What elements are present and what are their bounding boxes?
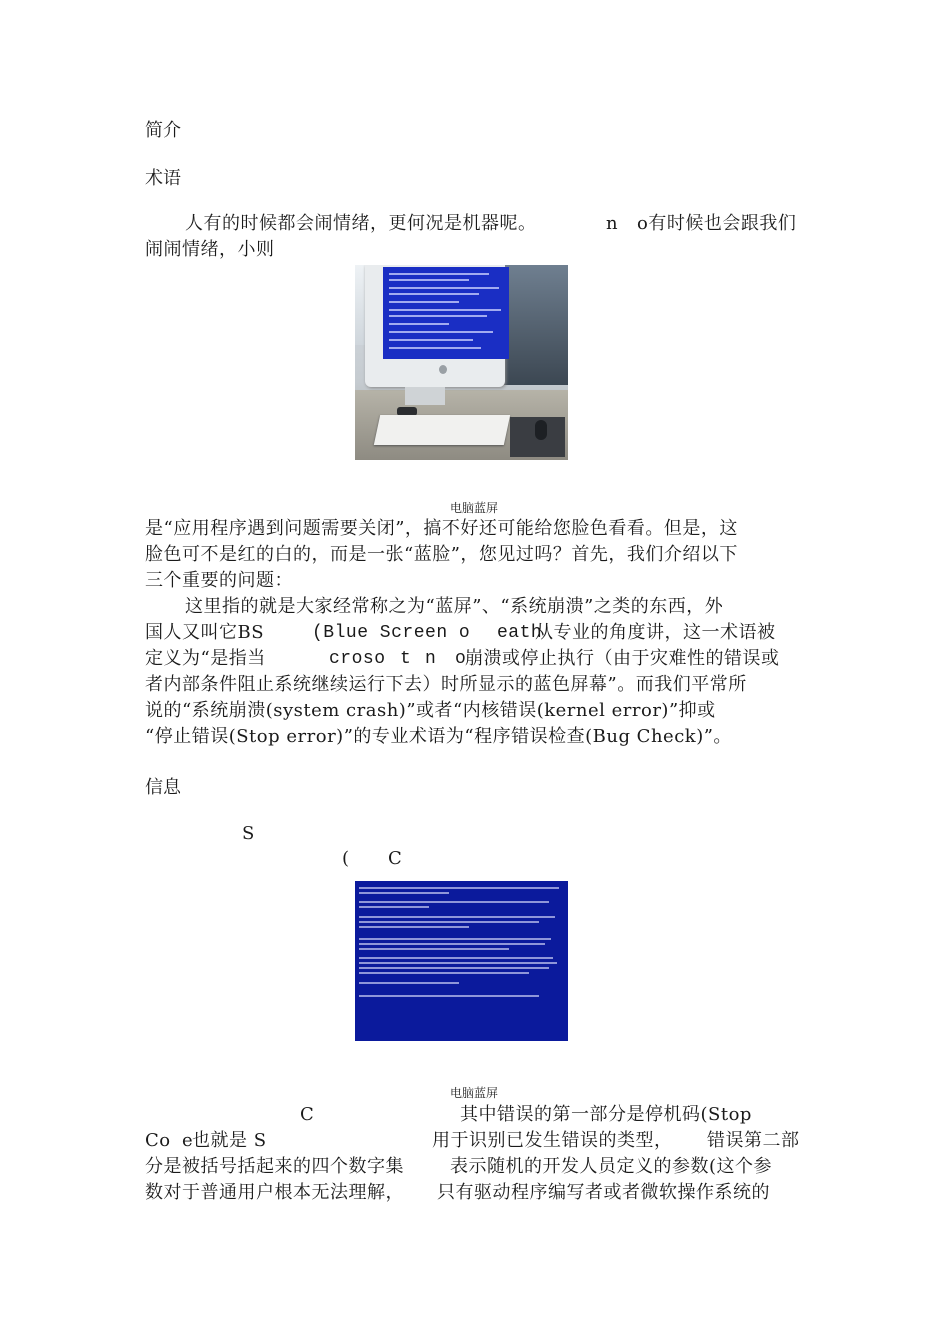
para3-line3f: 崩溃或停止执行（由于灾难性的错误或 xyxy=(465,648,780,669)
para3-line6: “停止错误(Stop error)”的专业术语为“程序错误检查(Bug Check)”。 xyxy=(145,726,732,747)
para2-line3: 三个重要的问题： xyxy=(145,570,293,591)
para3-line2a: 国人又叫它BS xyxy=(145,622,265,643)
figure2-caption: 电脑蓝屏 xyxy=(450,1086,499,1100)
para1-line1c: o有时候也会跟我们 xyxy=(637,213,797,234)
para4-line4a: 数对于普通用户根本无法理解， xyxy=(145,1182,404,1203)
fragment-c: C xyxy=(388,848,403,869)
para4-line2c: 也就是 S xyxy=(192,1130,267,1151)
heading-info: 信息 xyxy=(145,777,181,798)
blue-screen-error-photo-icon xyxy=(355,881,568,1041)
para4-line2d: 用于识别已发生错误的类型， xyxy=(432,1130,673,1151)
para4-line1a: C xyxy=(300,1104,315,1125)
para2-line2: 脸色可不是红的白的，而是一张“蓝脸”，您见过吗？首先，我们介绍以下 xyxy=(145,544,738,565)
para4-line1b: 其中错误的第一部分是停机码(Stop xyxy=(460,1104,752,1125)
para4-line3b: 表示随机的开发人员定义的参数(这个参 xyxy=(450,1156,773,1177)
para3-line2c: eath xyxy=(497,623,543,643)
para2-line1: 是“应用程序遇到问题需要关闭”，搞不好还可能给您脸色看看。但是，这 xyxy=(145,518,738,539)
heading-intro: 简介 xyxy=(145,120,181,141)
fragment-paren: ( xyxy=(342,848,350,869)
para4-line2b: e xyxy=(182,1130,194,1151)
para4-line3a: 分是被括号括起来的四个数字集 xyxy=(145,1156,404,1177)
para3-line3c: t xyxy=(400,649,412,669)
fragment-s: S xyxy=(242,823,255,844)
para3-line1: 这里指的就是大家经常称之为“蓝屏”、“系统崩溃”之类的东西，外 xyxy=(185,596,724,617)
para3-line2d: 从专业的角度讲，这一术语被 xyxy=(535,622,776,643)
para3-line3d: n xyxy=(425,649,437,669)
heading-terms: 术语 xyxy=(145,168,181,189)
para1-line1b: n xyxy=(606,213,619,234)
para3-line3a: 定义为“是指当 xyxy=(145,648,266,669)
para3-line2b: (Blue Screen o xyxy=(312,623,471,643)
para4-line2e: 错误第二部 xyxy=(707,1130,800,1151)
para3-line3b: croso xyxy=(329,649,386,669)
para3-line5: 说的“系统崩溃(system crash)”或者“内核错误(kernel error)”抑或 xyxy=(145,700,716,721)
para4-line4b: 只有驱动程序编写者或者微软操作系统的 xyxy=(437,1182,770,1203)
para1-line1a: 人有的时候都会闹情绪，更何况是机器呢。 xyxy=(185,213,537,234)
computer-blue-screen-photo-icon xyxy=(355,265,568,460)
figure1-caption: 电脑蓝屏 xyxy=(450,501,499,515)
para3-line3e: o xyxy=(455,649,467,669)
para1-line2: 闹闹情绪，小则 xyxy=(145,239,275,260)
para3-line4: 者内部条件阻止系统继续运行下去）时所显示的蓝色屏幕”。而我们平常所 xyxy=(145,674,747,695)
para4-line2a: Co xyxy=(145,1130,171,1151)
